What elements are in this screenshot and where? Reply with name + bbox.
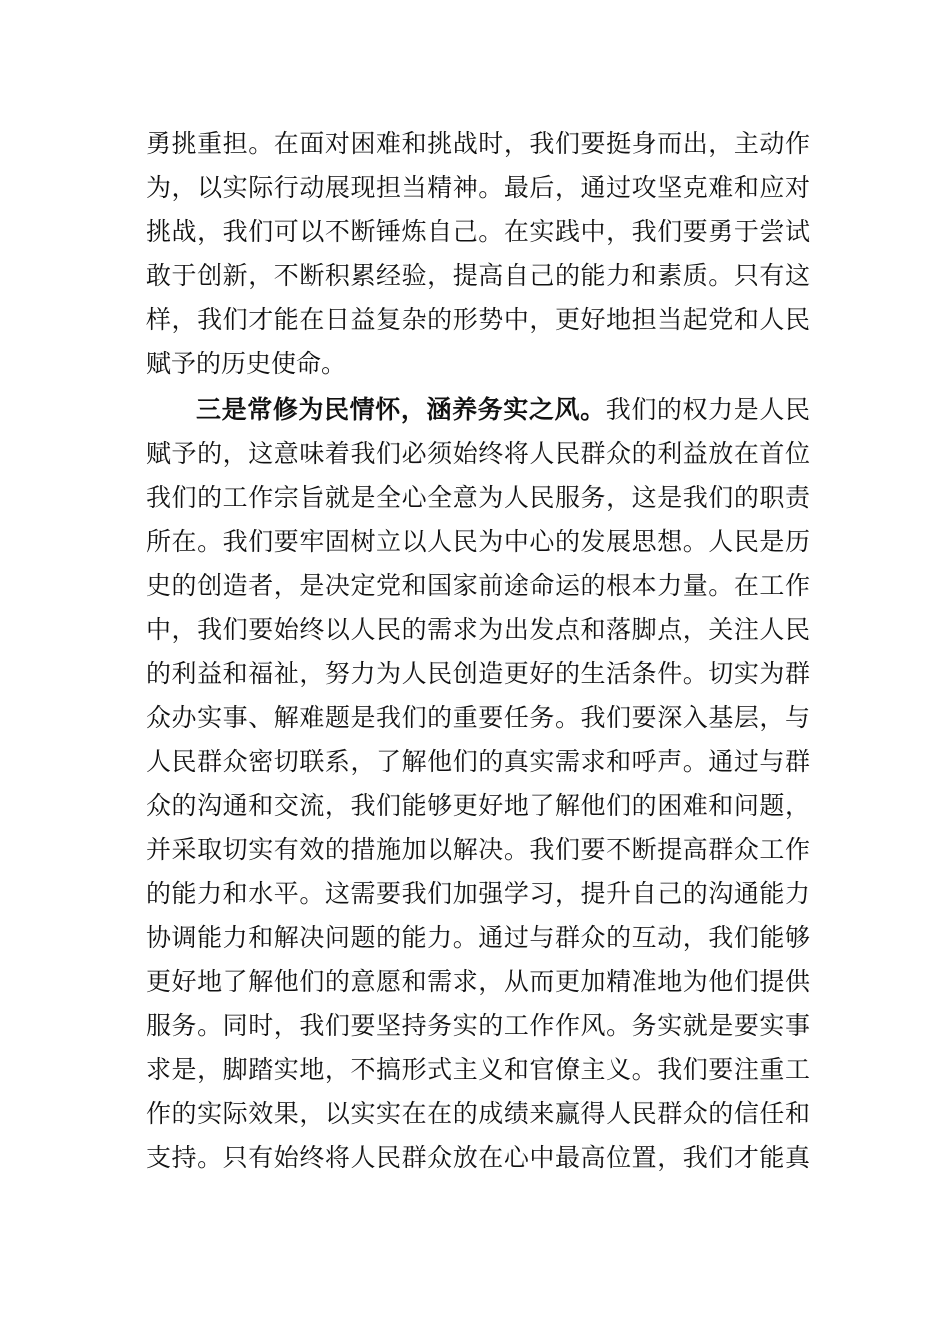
text-line: 众办实事、解难题是我们的重要任务。我们要深入基层，与 bbox=[146, 703, 810, 732]
text-line: 支持。只有始终将人民群众放在心中最高位置，我们才能真 bbox=[146, 1143, 810, 1172]
text-line: 的能力和水平。这需要我们加强学习，提升自己的沟通能力 bbox=[146, 879, 810, 908]
text-line: 所在。我们要牢固树立以人民为中心的发展思想。人民是历 bbox=[146, 527, 810, 556]
text-line: 赋予的历史使命。 bbox=[146, 349, 347, 378]
paragraph-1 bbox=[146, 122, 810, 386]
text-line: 敢于创新，不断积累经验，提高自己的能力和素质。只有这 bbox=[146, 261, 810, 290]
text-line: 协调能力和解决问题的能力。通过与群众的互动，我们能够 bbox=[146, 923, 810, 952]
text-line: 众的沟通和交流，我们能够更好地了解他们的困难和问题， bbox=[146, 791, 810, 820]
text-line: 中，我们要始终以人民的需求为出发点和落脚点，关注人民 bbox=[146, 615, 810, 644]
paragraph-2-first-line bbox=[146, 388, 810, 432]
text-line: 勇挑重担。在面对困难和挑战时，我们要挺身而出，主动作 bbox=[146, 129, 810, 158]
text-line: 求是，脚踏实地，不搞形式主义和官僚主义。我们要注重工 bbox=[146, 1055, 810, 1084]
text-line: 更好地了解他们的意愿和需求，从而更加精准地为他们提供 bbox=[146, 967, 810, 996]
text-line: 并采取切实有效的措施加以解决。我们要不断提高群众工作 bbox=[146, 835, 810, 864]
section-heading: 三是常修为民情怀，涵养务实之风。 bbox=[196, 395, 606, 424]
text-line: 史的创造者，是决定党和国家前途命运的根本力量。在工作 bbox=[146, 571, 810, 600]
text-line: 作的实际效果，以实实在在的成绩来赢得人民群众的信任和 bbox=[146, 1099, 810, 1128]
text-line: 样，我们才能在日益复杂的形势中，更好地担当起党和人民 bbox=[146, 305, 810, 334]
text-line: 我们的工作宗旨就是全心全意为人民服务，这是我们的职责 bbox=[146, 483, 810, 512]
text-line: 为，以实际行动展现担当精神。最后，通过攻坚克难和应对 bbox=[146, 173, 810, 202]
text-line: 人民群众密切联系，了解他们的真实需求和呼声。通过与群 bbox=[146, 747, 810, 776]
text-line: 的利益和福祉，努力为人民创造更好的生活条件。切实为群 bbox=[146, 659, 810, 688]
text-line: 挑战，我们可以不断锤炼自己。在实践中，我们要勇于尝试 bbox=[146, 217, 810, 246]
first-line-rest: 我们的权力是人民 bbox=[605, 395, 810, 424]
text-line: 赋予的，这意味着我们必须始终将人民群众的利益放在首位 bbox=[146, 439, 810, 468]
text-line: 服务。同时，我们要坚持务实的工作作风。务实就是要实事 bbox=[146, 1011, 810, 1040]
paragraph-2 bbox=[146, 388, 810, 1180]
